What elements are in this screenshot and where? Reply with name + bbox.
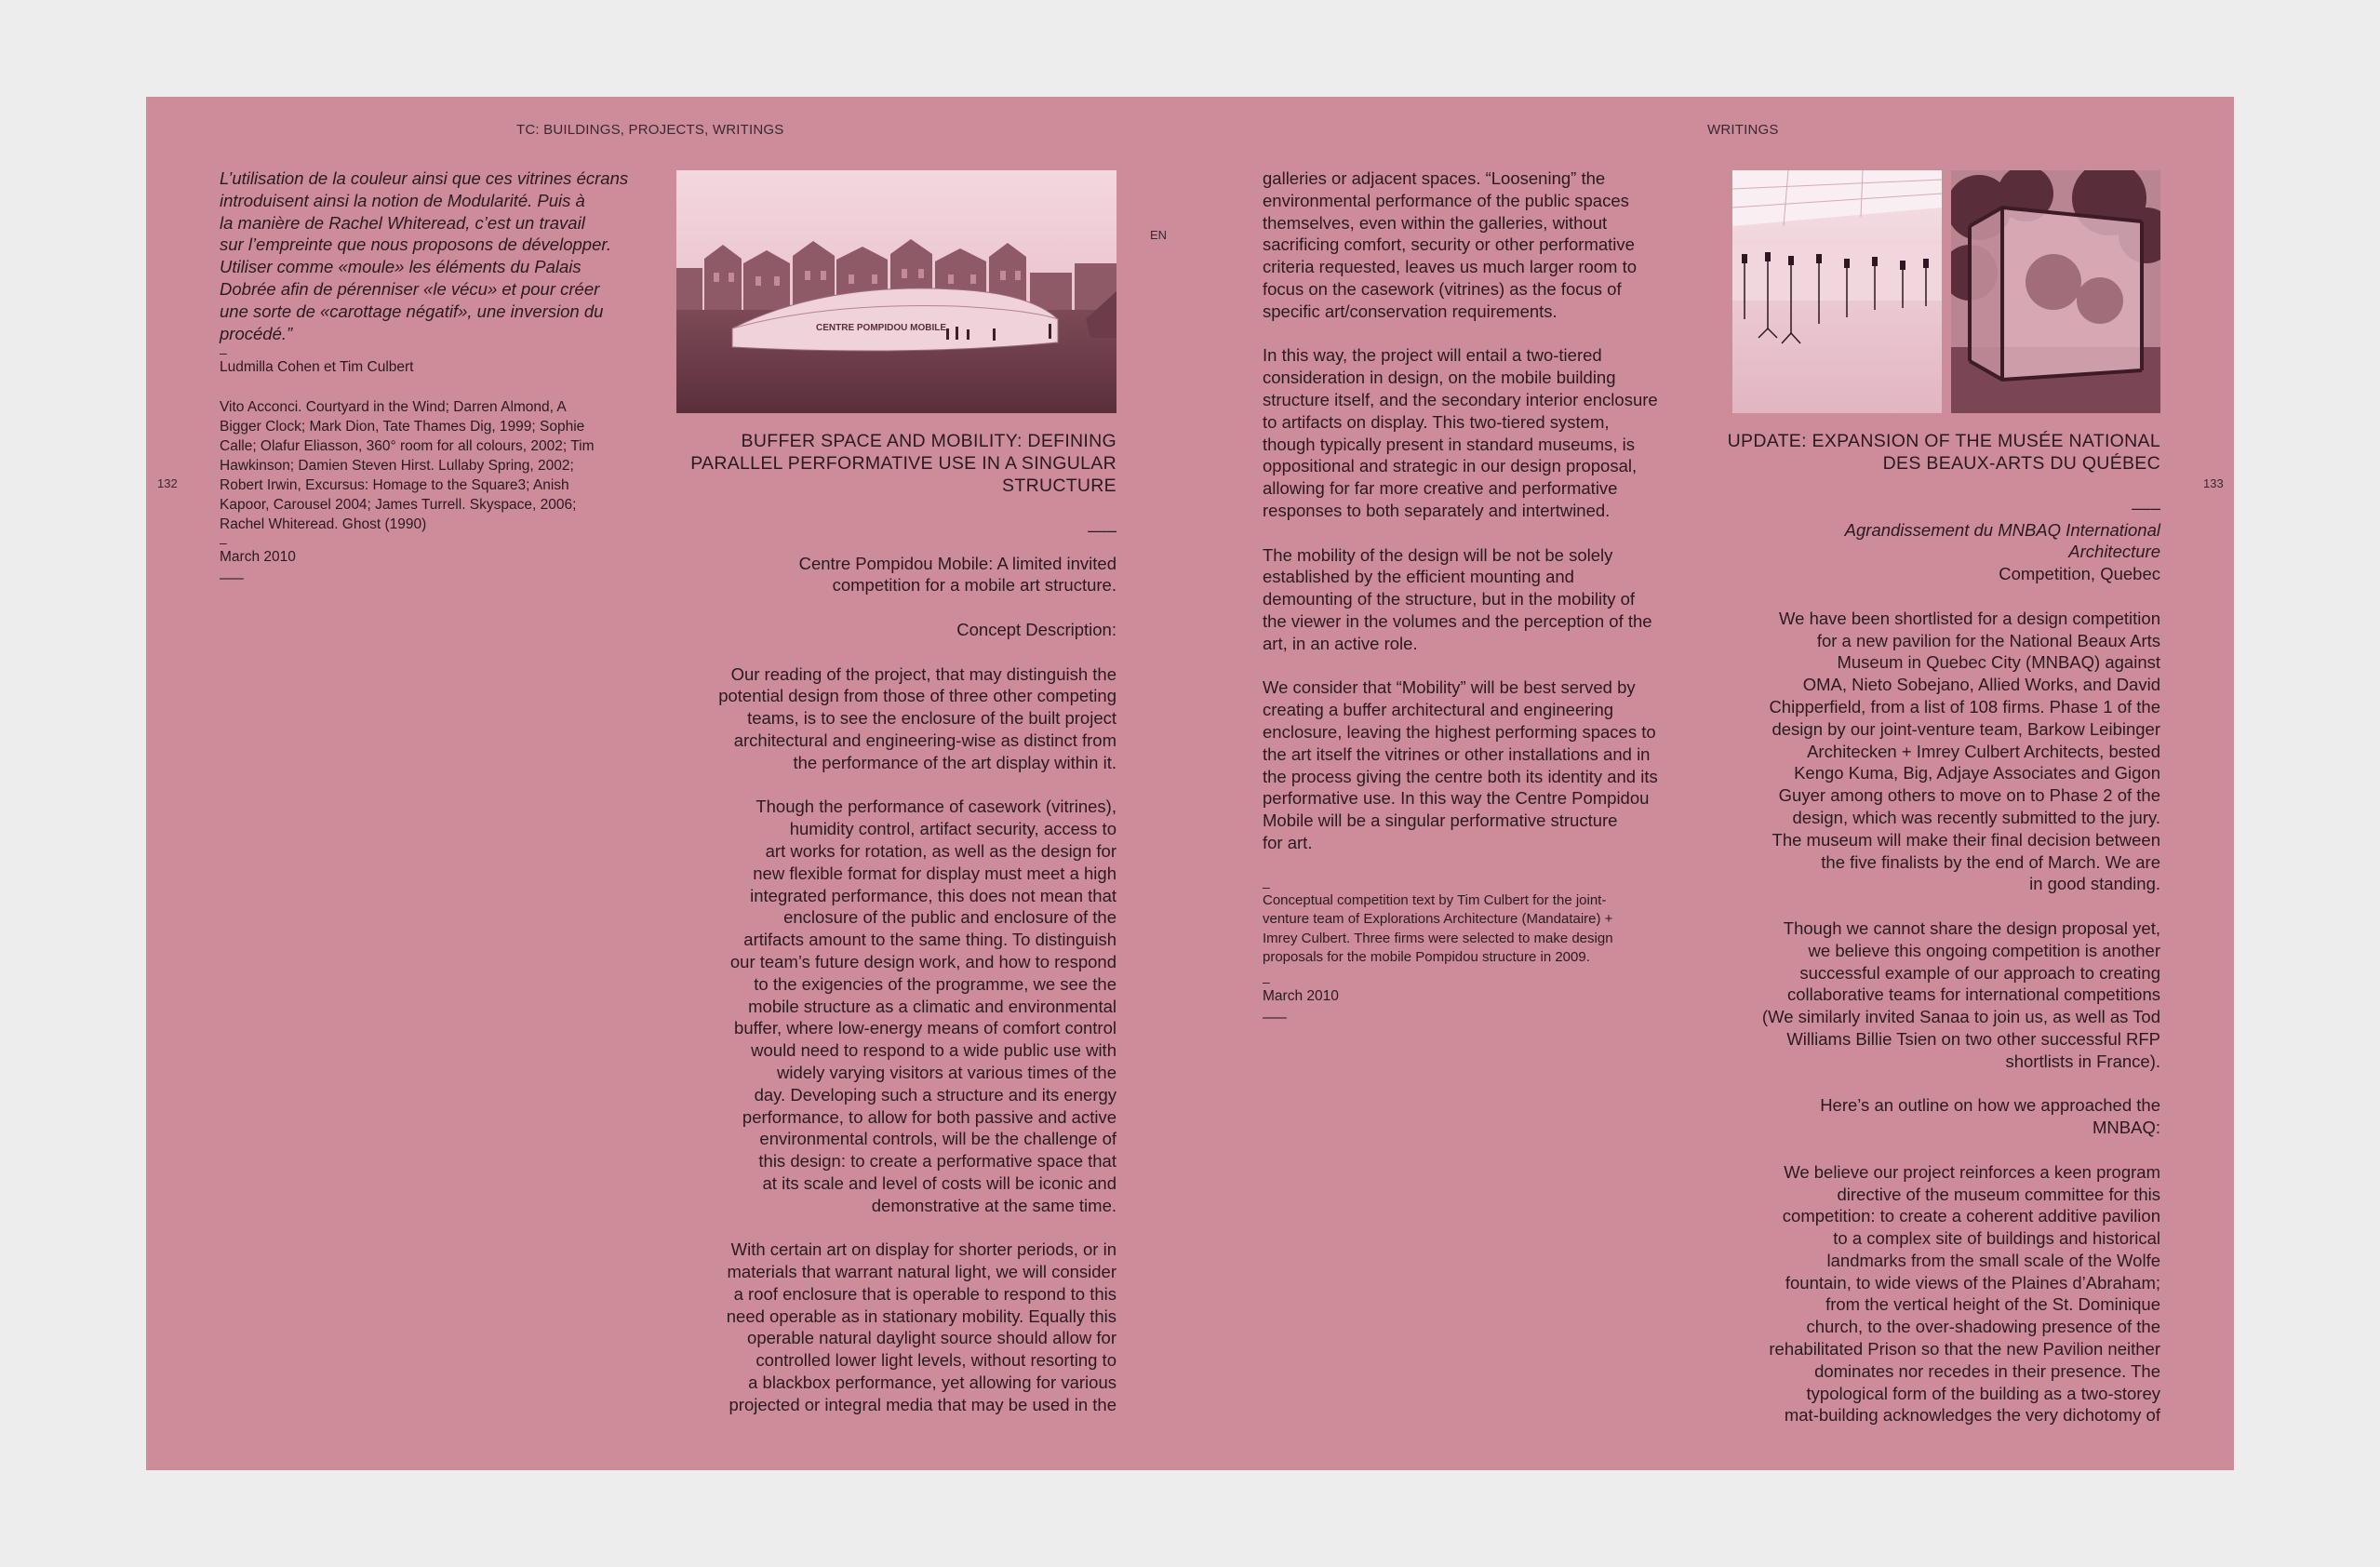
pompidou-mobile-photo [676,170,1116,413]
tick-mark: – [220,535,227,551]
article-heading: UPDATE: EXPANSION OF THE MUSÉE NATIONAL DES BEAUX-ARTS DU QUÉBEC [1727,431,2160,474]
photo-building-sign: CENTRE POMPIDOU MOBILE [816,323,947,333]
quote-author: Ludmilla Cohen et Tim Culbert [220,359,414,376]
language-tag: EN [1150,228,1168,242]
body-paragraph: Though we cannot share the design proposal yet, we believe this ongoing competition is another successful example of our approach to creating collaborative teams for international competitions (We similarly invited Sanaa to join us, as well as Tod Williams Billie Tsien on two other successful RFP shortlists in France). [1761,917,2160,1071]
body-paragraph: The mobility of the design will be not be solely established by the efficient mounting and demounting of the structure, but in the mobility of the viewer in the volumes and the perception of the art, in an active role. [1263,544,1652,653]
gallery-installation-photo [1732,170,1942,413]
right-running-head: WRITINGS [1707,122,1779,138]
column-2 [662,430,1116,1438]
article-subtitle: Centre Pompidou Mobile: A limited invited competition for a mobile art structure. [798,553,1116,596]
heading-end-mark: ––– [1088,519,1116,540]
body-paragraph: Our reading of the project, that may distinguish the potential design from those of three other competing teams, is to see the enclosure of the built project architectural and engineering-wise as distinct from the performance of the art display within it. [718,663,1116,772]
body-paragraph: Though the performance of casework (vitrines), humidity control, artifact security, access to art works for rotation, as well as the design for new flexible format for display must meet a high integrated performance, this does not mean that enclosure of the public and enclosure of the artifacts amount to the same thing. To distinguish our team’s future design work, and how to respond to the exigencies of the programme, we see the mobile structure as a climatic and environmental buffer, where low-energy means of comfort control would need to respond to a wide public use with widely varying visitors at various times of the day. Developing such a structure and its energy performance, to allow for both passive and active environmental controls, will be the challenge of this design: to create a performative space that at its scale and level of costs will be iconic and demonstrative at the same time. [729,797,1116,1215]
end-mark: ––– [220,570,244,587]
article-heading: BUFFER SPACE AND MOBILITY: DEFINING PARALLEL PERFORMATIVE USE IN A SINGULAR STRUCTURE [690,431,1116,496]
body-paragraph: We have been shortlisted for a design competition for a new pavilion for the National Beaux Arts Museum in Quebec City (MNBAQ) against OMA, Nieto Sobejano, Allied Works, and David Chipperfield, from a list of 108 firms. Phase 1 of the design by our joint-venture team, Barkow Leibinger Architecken + Imrey Culbert Architects, bested Kengo Kuma, Big, Adjaye Associates and Gigon Guyer among others to move on to Phase 2 of the design, which was recently submitted to the jury. The museum will make their final decision between the five finalists by the end of March. We are in good standing. [1769,608,2160,894]
tick-mark: – [1263,878,1270,894]
competition-location: Competition, Quebec [1999,564,2160,584]
column-3 [1263,167,1709,1050]
body-paragraph: Here’s an outline on how we approached the MNBAQ: [1820,1095,2160,1138]
glass-pavilion-photo [1951,170,2160,413]
left-running-head: TC: BUILDINGS, PROJECTS, WRITINGS [516,122,784,138]
artwork-list: Vito Acconci. Courtyard in the Wind; Darren Almond, A Bigger Clock; Mark Dion, Tate Thames Dig, 1999; Sophie Calle; Olafur Eliasson, 360° room for all colours, 2002; Tim Hawkinson; Damien Steven Hirst. Lullaby Spring, 2002; Robert Irwin, Excursus: Homage to the Square3; Anish Kapoor, Carousel 2004; James Turrell. Skyspace, 2006; Rachel Whiteread. Ghost (1990) [220,399,595,533]
body-paragraph: In this way, the project will entail a two-tiered consideration in design, on the mobile building structure itself, and the secondary interior enclosure to artifacts on display. This two-tiered system, though typically present in standard museums, is oppositional and strategic in our design proposal, allowing for far more creative and performative responses to both separately and intertwined. [1263,345,1658,520]
right-page-number: 133 [2203,476,2224,490]
column-4 [1714,430,2160,1449]
column-1 [220,167,657,610]
body-paragraph: galleries or adjacent spaces. “Loosening” the environmental performance of the public spaces themselves, even within the galleries, without sacrificing comfort, security or other performative criteria requested, leaves us much larger room to focus on the casework (vitrines) as the focus of specific art/conservation requirements. [1263,168,1638,321]
left-page-number: 132 [157,476,178,490]
end-mark: ––– [1263,1009,1287,1025]
heading-end-mark: ––– [2132,497,2160,517]
footnote: Conceptual competition text by Tim Culbert for the joint- venture team of Explorations Architecture (Mandataire) + Imrey Culbert. Three firms were selected to make design proposals for the mobile Pompidou structure in 2009. [1263,891,1613,966]
date: March 2010 [1263,987,1339,1004]
body-paragraph: We consider that “Mobility” will be best served by creating a buffer architectural and engineering enclosure, leaving the highest performing spaces to the art itself the vitrines or other installations and in the process giving the centre both its identity and its performative use. In this way the Centre Pompidou Mobile will be a singular performative structure for art. [1263,677,1658,852]
tick-mark: – [1263,973,1270,989]
body-paragraph: With certain art on display for shorter periods, or in materials that warrant natural light, we will consider a roof enclosure that is operable to respond to this need operable as in stationary mobility. Equally this operable natural daylight source should allow for controlled lower light levels, without resorting to a blackbox performance, yet allowing for various projected or integral media that may be used in the [726,1239,1116,1414]
french-quote: L’utilisation de la couleur ainsi que ces vitrines écrans introduisent ainsi la notion de Modularité. Puis à la manière de Rachel Whiteread, c’est un travail sur l’empreinte que nous proposons de développer. Utiliser comme «moule» les éléments du Palais Dobrée afin de pérenniser «le vécu» et pour créer une sorte de «carottage négatif», une inversion du procédé.” [220,168,629,343]
date: March 2010 [220,549,296,566]
concept-label: Concept Description: [956,619,1116,639]
competition-title: Agrandissement du MNBAQ International Architecture [1844,519,2160,562]
body-paragraph: We believe our project reinforces a keen program directive of the museum committee for this competition: to create a coherent additive pavilion to a complex site of buildings and historical landmarks from the small scale of the Wolfe fountain, to wide views of the Plaines d’Abraham; from the vertical height of the St. Dominique church, to the over-shadowing presence of the rehabilitated Prison so that the new Pavilion neither dominates nor recedes in their presence. The typological form of the building as a two-storey mat-building acknowledges the very dichotomy of [1769,1161,2160,1426]
tick-mark: – [220,345,227,361]
